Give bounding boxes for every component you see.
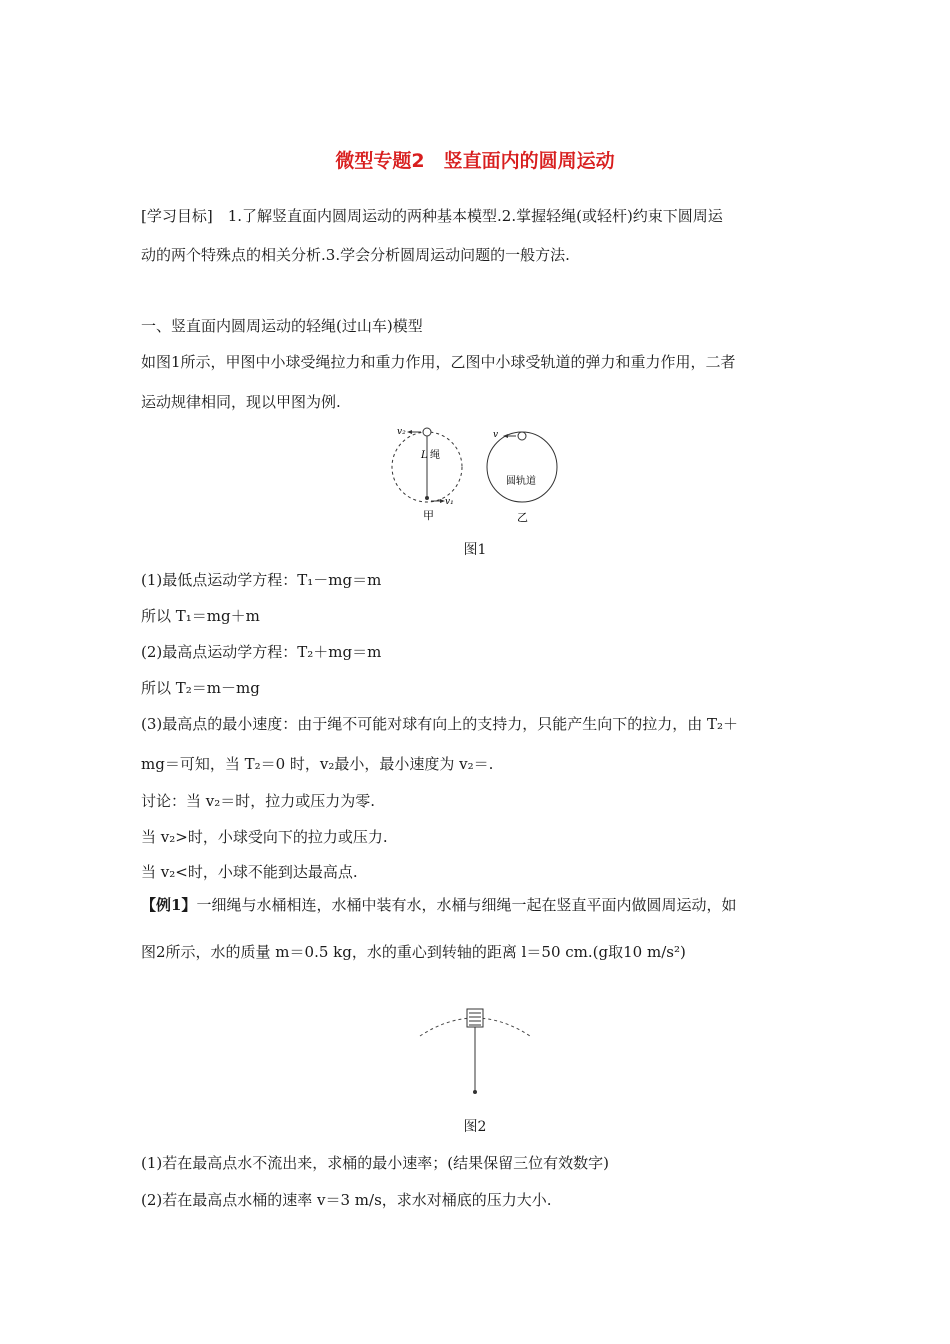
- equation-line-6: mg＝可知，当 T₂＝0 时，v₂最小，最小速度为 v₂＝.: [141, 755, 494, 773]
- figure-1-rope-model: [392, 427, 462, 522]
- figure-1-caption: 图1: [463, 542, 487, 558]
- question-1: (1)若在最高点水不流出来，求桶的最小速率；(结果保留三位有效数字): [141, 1154, 609, 1172]
- v-label: v: [493, 430, 499, 440]
- equation-line-2: 所以 T₁＝mg＋m: [141, 607, 260, 625]
- objectives-line-2: 动的两个特殊点的相关分析.3.学会分析圆周运动问题的一般方法.: [141, 246, 570, 264]
- page-title: 微型专题2 竖直面内的圆周运动: [335, 150, 615, 172]
- section-heading: 一、竖直面内圆周运动的轻绳(过山车)模型: [141, 317, 423, 335]
- example-1-text-1: 一细绳与水桶相连，水桶中装有水，水桶与细绳一起在竖直平面内做圆周运动，如: [196, 896, 737, 914]
- example-1-line-2: 图2所示，水的质量 m＝0.5 kg，水的重心到转轴的距离 l＝50 cm.(g取10 m/s²): [141, 943, 686, 961]
- track-label: 圆轨道: [506, 476, 536, 487]
- equation-line-4: 所以 T₂＝m－mg: [141, 679, 260, 697]
- figure-1-left-label: 甲: [423, 509, 434, 522]
- intro-line-2: 运动规律相同，现以甲图为例.: [141, 393, 341, 411]
- figure-1-right-label: 乙: [517, 511, 528, 524]
- rope-label: 绳: [430, 450, 440, 461]
- L-label: L: [421, 450, 428, 461]
- v2-label: v₂: [397, 427, 406, 437]
- discussion-line-2: 当 v₂>时，小球受向下的拉力或压力.: [141, 828, 388, 846]
- figure-1: [385, 420, 575, 530]
- objectives-line-1: [学习目标] 1.了解竖直面内圆周运动的两种基本模型.2.掌握轻绳(或轻杆)约束下圆周运: [141, 207, 723, 225]
- discussion-line-1: 讨论：当 v₂＝时，拉力或压力为零.: [141, 792, 376, 810]
- equation-line-5: (3)最高点的最小速度：由于绳不可能对球有向上的支持力，只能产生向下的拉力，由 T₂＋: [141, 715, 739, 733]
- example-1-line-1: [141, 895, 736, 915]
- figure-1-track-model: [487, 430, 557, 524]
- question-2: (2)若在最高点水桶的速率 v＝3 m/s，求水对桶底的压力大小.: [141, 1191, 552, 1209]
- v1-label: v₁: [445, 497, 454, 507]
- example-1-tag: 【例1】: [141, 896, 197, 914]
- discussion-line-3: 当 v₂<时，小球不能到达最高点.: [141, 863, 358, 881]
- figure-2-caption: 图2: [463, 1119, 487, 1135]
- equation-line-3: (2)最高点运动学方程：T₂＋mg＝m: [141, 643, 382, 661]
- figure-2: [415, 1000, 535, 1100]
- intro-line-1: 如图1所示，甲图中小球受绳拉力和重力作用，乙图中小球受轨道的弹力和重力作用，二者: [141, 353, 736, 371]
- equation-line-1: (1)最低点运动学方程：T₁－mg＝m: [141, 571, 382, 589]
- bucket: [467, 1009, 483, 1027]
